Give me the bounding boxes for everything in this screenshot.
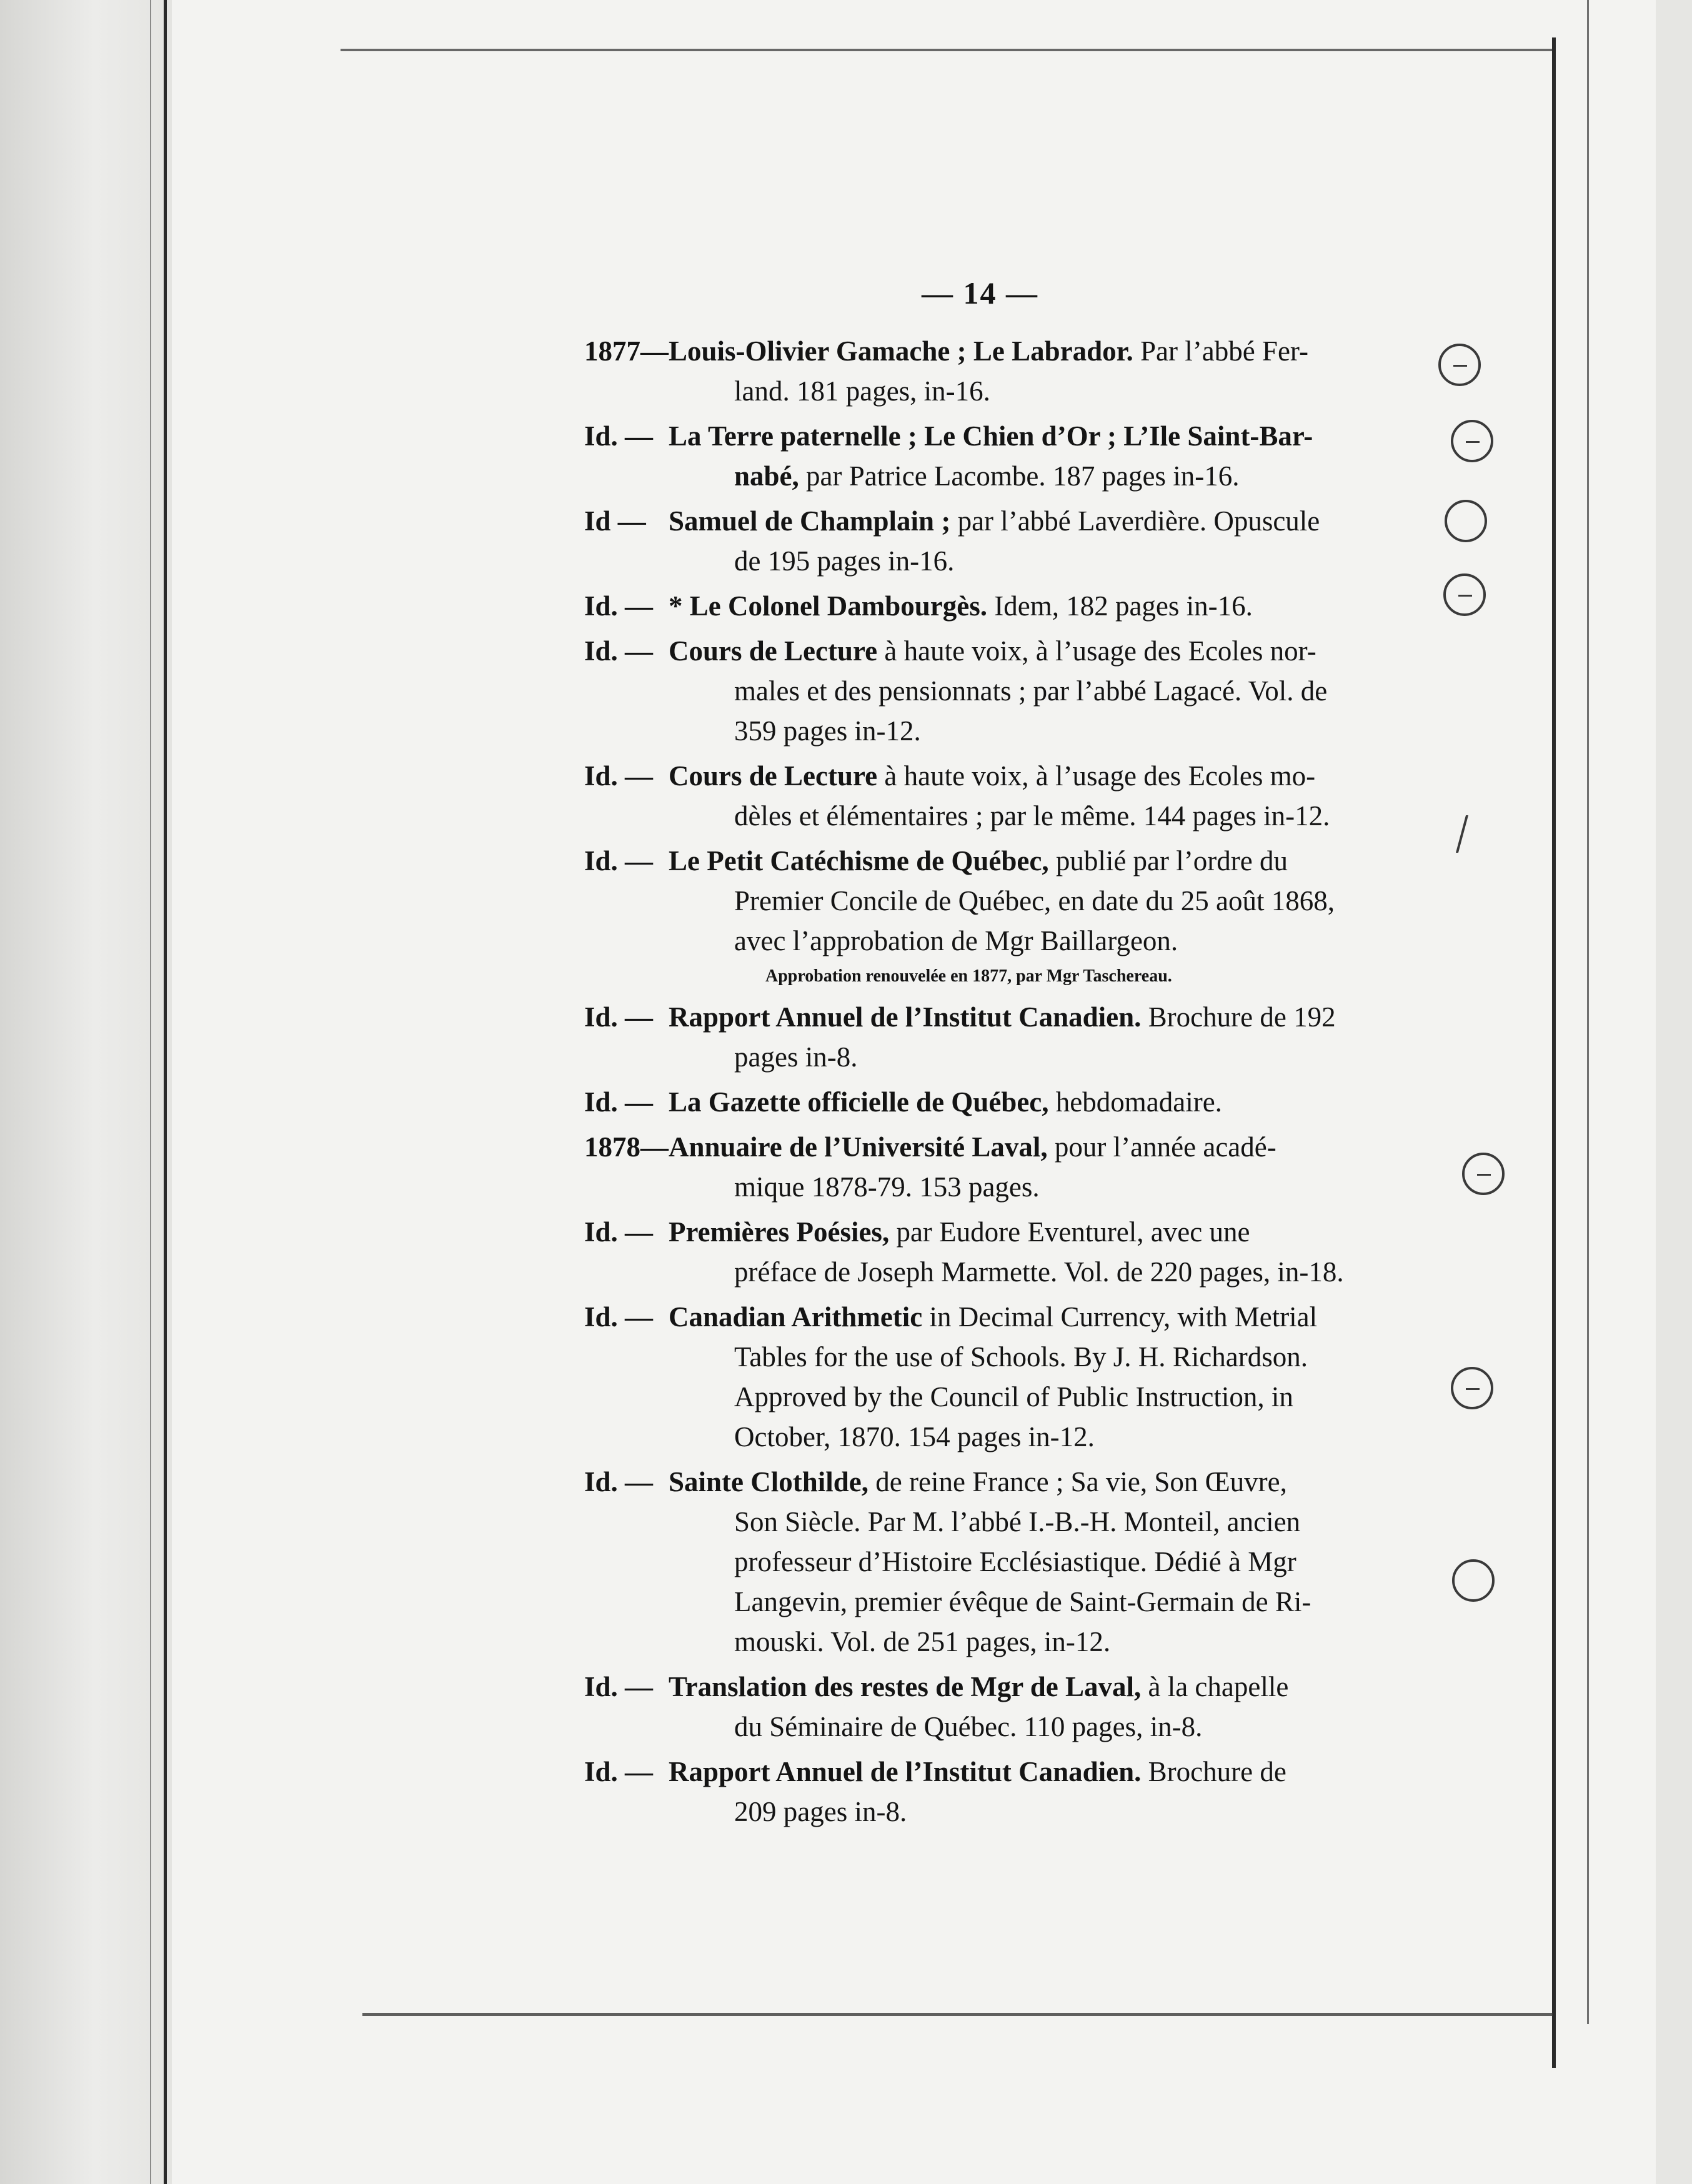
binding-edge (0, 0, 172, 2184)
entry-text: 359 pages in-12. (734, 715, 921, 747)
margin-check-mark (1456, 815, 1485, 853)
entry-line (584, 1377, 1456, 1417)
catalogue-entry (584, 1212, 1456, 1292)
entry-line (584, 1082, 1456, 1122)
entry-text: publié par l’ordre du (1048, 845, 1288, 876)
entry-line (584, 921, 1456, 961)
entry-title: Annuaire de l’Université Laval, (669, 1131, 1048, 1163)
binding-line (164, 0, 167, 2184)
entry-text: Premier Concile de Québec, en date du 25 août 1868, (734, 885, 1335, 916)
entry-text: de 195 pages in-16. (734, 545, 955, 577)
margin-circle-mark (1438, 344, 1481, 386)
entry-text: Approved by the Council of Public Instruction, in (734, 1381, 1293, 1412)
entry-year-prefix: Id. — (584, 1216, 654, 1248)
entry-text: pour l’année acadé- (1047, 1131, 1276, 1163)
catalogue-entry (584, 1462, 1456, 1662)
catalogue-entry (584, 631, 1456, 751)
entry-line (584, 1462, 1456, 1502)
catalogue-entry (584, 1667, 1456, 1747)
entry-year-prefix: Id. — (584, 420, 654, 452)
catalogue-entry (584, 997, 1456, 1077)
entry-year-prefix: Id. — (584, 1756, 654, 1787)
entry-title: Translation des restes de Mgr de Laval, (669, 1671, 1142, 1702)
entry-line (584, 1752, 1456, 1792)
catalogue-entry (584, 416, 1456, 496)
entry-year-prefix: 1878— (584, 1131, 669, 1163)
entry-line (584, 1127, 1456, 1167)
entry-title: nabé, (734, 460, 799, 492)
entry-text: mouski. Vol. de 251 pages, in-12. (734, 1626, 1111, 1657)
entry-line (584, 671, 1456, 711)
entry-text: Idem, 182 pages in-16. (987, 590, 1253, 622)
margin-circle-mark (1451, 420, 1493, 462)
entry-text: à haute voix, à l’usage des Ecoles mo- (877, 760, 1316, 792)
entry-title: Louis-Olivier Gamache ; Le Labrador. (669, 335, 1133, 367)
entry-year-prefix: Id. — (584, 1466, 654, 1497)
margin-circle-mark (1445, 500, 1487, 542)
entry-year-prefix: Id. — (584, 590, 654, 622)
entry-line (584, 1582, 1456, 1622)
entry-text: October, 1870. 154 pages in-12. (734, 1421, 1095, 1452)
catalogue-entry (584, 331, 1456, 411)
entry-text: avec l’approbation de Mgr Baillargeon. (734, 925, 1178, 956)
catalogue-entries (584, 331, 1456, 1837)
entry-text: à haute voix, à l’usage des Ecoles nor- (877, 635, 1316, 667)
entry-text: Par l’abbé Fer- (1133, 335, 1309, 367)
entry-text: mique 1878-79. 153 pages. (734, 1171, 1040, 1203)
entry-title: Rapport Annuel de l’Institut Canadien. (669, 1756, 1142, 1787)
entry-line (584, 371, 1456, 411)
entry-line (584, 1542, 1456, 1582)
entry-line (584, 1337, 1456, 1377)
entry-title: * Le Colonel Dambourgès. (669, 590, 987, 622)
entry-line (584, 501, 1456, 541)
catalogue-entry (584, 586, 1456, 626)
entry-text: dèles et élémentaires ; par le même. 144 pages in-12. (734, 800, 1330, 831)
entry-line (584, 881, 1456, 921)
entry-title: La Terre paternelle ; Le Chien d’Or ; L’Ile Saint-Bar- (669, 420, 1313, 452)
entry-title: Cours de Lecture (669, 635, 878, 667)
catalogue-entry (584, 1082, 1456, 1122)
entry-text: males et des pensionnats ; par l’abbé Lagacé. Vol. de (734, 675, 1328, 707)
catalogue-entry (584, 756, 1456, 836)
entry-year-prefix: Id. — (584, 1671, 654, 1702)
entry-line (584, 1707, 1456, 1747)
entry-text: 209 pages in-8. (734, 1796, 907, 1827)
entry-text: préface de Joseph Marmette. Vol. de 220 pages, in-18. (734, 1256, 1344, 1288)
entry-line (584, 1297, 1456, 1337)
entry-line (584, 1167, 1456, 1207)
entry-year-prefix: Id — (584, 505, 646, 537)
entry-title: Rapport Annuel de l’Institut Canadien. (669, 1001, 1142, 1033)
entry-title: Samuel de Champlain ; (669, 505, 951, 537)
entry-line (584, 331, 1456, 371)
page-number: — 14 — (922, 275, 1038, 310)
entry-title: Canadian Arithmetic (669, 1301, 923, 1333)
entry-line (584, 997, 1456, 1037)
entry-text: land. 181 pages, in-16. (734, 375, 990, 407)
entry-text: Tables for the use of Schools. By J. H. Richardson. (734, 1341, 1308, 1372)
entry-text: professeur d’Histoire Ecclésiastique. Dédié à Mgr (734, 1546, 1296, 1577)
entry-year-prefix: Id. — (584, 760, 654, 792)
entry-text: Brochure de 192 (1141, 1001, 1336, 1033)
entry-note: Approbation renouvelée en 1877, par Mgr Taschereau. (765, 966, 1172, 986)
entry-line (584, 1502, 1456, 1542)
entry-line (584, 1212, 1456, 1252)
margin-circle-mark (1462, 1153, 1505, 1195)
entry-text: à la chapelle (1141, 1671, 1289, 1702)
entry-text: Son Siècle. Par M. l’abbé I.-B.-H. Monteil, ancien (734, 1506, 1301, 1537)
catalogue-entry (584, 841, 1456, 992)
entry-text: pages in-8. (734, 1041, 858, 1073)
entry-text: par Eudore Eventurel, avec une (889, 1216, 1250, 1248)
margin-circle-mark (1443, 573, 1486, 616)
entry-line (584, 1037, 1456, 1077)
margin-circle-mark (1452, 1559, 1495, 1602)
binding-shadow-line (150, 0, 151, 2184)
catalogue-entry (584, 1297, 1456, 1457)
entry-text: in Decimal Currency, with Metrial (922, 1301, 1318, 1333)
frame-bottom-rule (362, 2013, 1553, 2016)
entry-text: du Séminaire de Québec. 110 pages, in-8. (734, 1711, 1203, 1742)
entry-text: Langevin, premier évêque de Saint-Germain de Ri- (734, 1586, 1311, 1617)
entry-title: Sainte Clothilde, (669, 1466, 869, 1497)
entry-line (584, 1667, 1456, 1707)
entry-line (584, 1622, 1456, 1662)
entry-year-prefix: Id. — (584, 635, 654, 667)
entry-year-prefix: Id. — (584, 1301, 654, 1333)
frame-top-rule (341, 49, 1553, 51)
entry-text: Brochure de (1141, 1756, 1286, 1787)
frame-right-rule (1552, 37, 1556, 2068)
entry-year-prefix: 1877— (584, 335, 669, 367)
catalogue-entry (584, 1752, 1456, 1832)
entry-line (584, 1252, 1456, 1292)
entry-line (584, 541, 1456, 581)
right-page-margin (1656, 0, 1692, 2184)
entry-year-prefix: Id. — (584, 845, 654, 876)
entry-line (584, 416, 1456, 456)
entry-line (584, 1417, 1456, 1457)
entry-text: hebdomadaire. (1048, 1086, 1222, 1118)
entry-title: Le Petit Catéchisme de Québec, (669, 845, 1049, 876)
entry-title: Cours de Lecture (669, 760, 878, 792)
entry-text: par l’abbé Laverdière. Opuscule (950, 505, 1320, 537)
margin-circle-mark (1451, 1367, 1493, 1409)
entry-line (584, 841, 1456, 881)
entry-line (584, 711, 1456, 751)
entry-line (584, 456, 1456, 496)
entry-year-prefix: Id. — (584, 1001, 654, 1033)
catalogue-entry (584, 501, 1456, 581)
entry-line (584, 1792, 1456, 1832)
entry-line (584, 756, 1456, 796)
entry-title: La Gazette officielle de Québec, (669, 1086, 1049, 1118)
frame-right-outer-rule (1587, 0, 1589, 2024)
entry-title: Premières Poésies, (669, 1216, 890, 1248)
entry-text: par Patrice Lacombe. 187 pages in-16. (799, 460, 1240, 492)
entry-line (584, 631, 1456, 671)
entry-line (584, 796, 1456, 836)
entry-year-prefix: Id. — (584, 1086, 654, 1118)
catalogue-entry (584, 1127, 1456, 1207)
entry-line (584, 586, 1456, 626)
entry-text: de reine France ; Sa vie, Son Œuvre, (868, 1466, 1287, 1497)
